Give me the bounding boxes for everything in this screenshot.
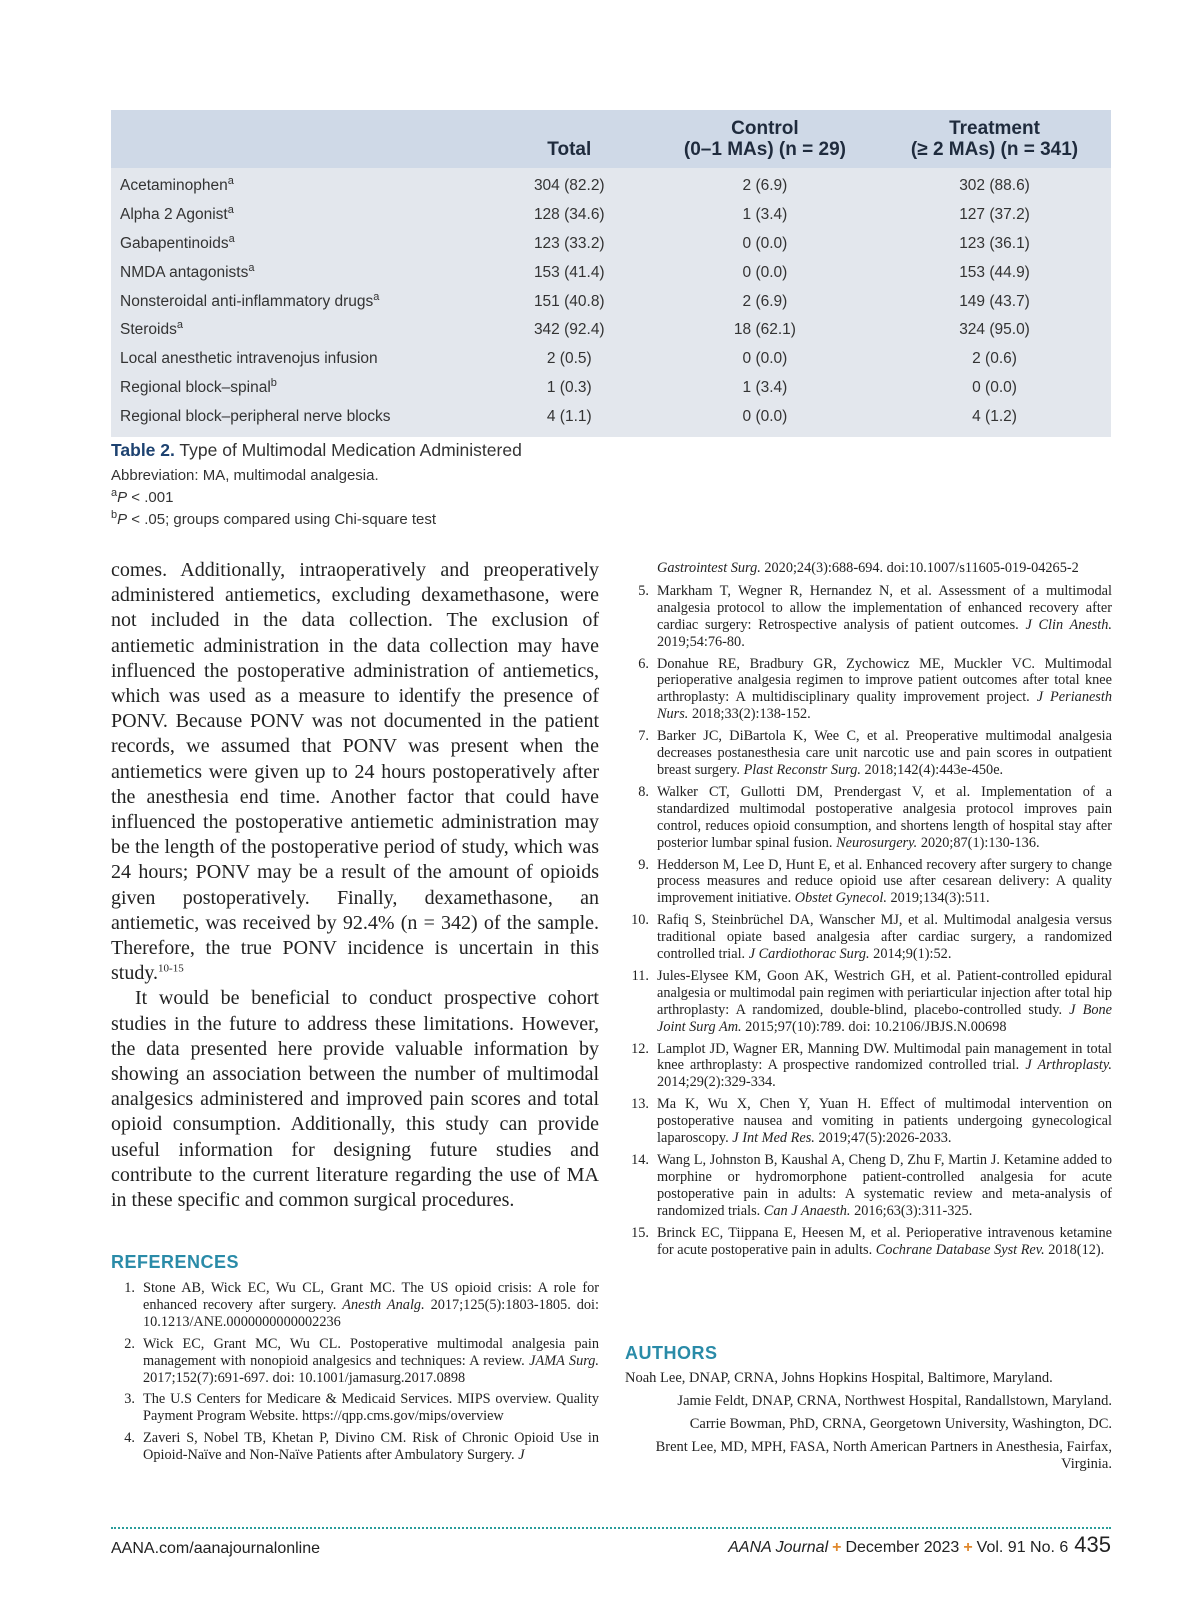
footnote-mark: a [176, 319, 183, 332]
author-entry: Noah Lee, DNAP, CRNA, Johns Hopkins Hospital, Baltimore, Maryland. [625, 1370, 1053, 1386]
cell-treatment: 324 (95.0) [959, 321, 1030, 339]
row-label: Regional block–spinal$^b$ [120, 376, 277, 396]
reference-item: 6. Donahue RE, Bradbury GR, Zychowicz ME, Muckler VC. Multimodal perioperative analgesia regimen to improve patient outcomes after total knee arthroplasty: A multidisciplinary quality improvement project. J Perianesth Nurs. 2018;33(2):138-152. [638, 655, 1112, 723]
reference-item: 3. The U.S Centers for Medicare & Medicaid Services. MIPS overview. Quality Payment Program Website. https://qpp.cms.gov/mips/overview [124, 1391, 599, 1425]
body-paragraph: It would be beneficial to conduct prospective cohort studies in the future to address these limitations. However, the data presented here provide valuable information by showing an association between the number of multimodal analgesics administered and improved pain scores and total opioid consumption. Additionally, this study can provide useful information for designing future studies and contribute to the current literature regarding the use of MA in these specific and common surgical procedures. [111, 987, 599, 1212]
cell-treatment: 153 (44.9) [959, 263, 1030, 281]
row-label: Local anesthetic intravenojus infusion [120, 350, 378, 368]
cell-treatment: 0 (0.0) [972, 378, 1017, 396]
footer-journal: AANA Journal [728, 1539, 829, 1556]
table-row [111, 374, 1111, 403]
row-label: Acetaminophen$^a$ [120, 175, 234, 195]
footnote-mark: a [227, 175, 234, 188]
table-row [111, 168, 1111, 201]
cell-control: 0 (0.0) [742, 263, 788, 281]
reference-item: 13. Ma K, Wu X, Chen Y, Yuan H. Effect of multimodal intervention on postoperative nausea and vomiting in patients undergoing gynecological laparoscopy. J Int Med Res. 2019;47(5):2026-2033. [631, 1096, 1112, 1147]
author-entry: Jamie Feldt, DNAP, CRNA, Northwest Hospital, Randallstown, Maryland. [677, 1393, 1112, 1409]
table-row [111, 258, 1111, 287]
medication-table [111, 110, 1111, 437]
table-2 [111, 110, 1111, 437]
authors-heading: AUTHORS [625, 1343, 718, 1363]
author-entry: Carrie Bowman, PhD, CRNA, Georgetown University, Washington, DC. [689, 1416, 1112, 1432]
page-number: 435 [1074, 1532, 1111, 1557]
header-treatment: Treatment (≥ 2 MAs) (n = 341) [878, 110, 1111, 168]
header-total: Total [487, 110, 652, 168]
cell-total: 1 (0.3) [546, 378, 592, 396]
cell-total: 304 (82.2) [533, 177, 605, 195]
row-label: Nonsteroidal anti-inflammatory drugs$^a$ [120, 290, 380, 310]
cell-treatment: 2 (0.6) [972, 350, 1017, 368]
header-control: Control (0–1 MAs) (n = 29) [652, 110, 878, 168]
plus-icon: + [963, 1539, 973, 1556]
reference-item: 10. Rafiq S, Steinbrüchel DA, Wanscher MJ, et al. Multimodal analgesia versus traditional opiate based analgesia after cardiac surgery, a randomized controlled trial. J Cardiothorac Surg. 2014;9(1):52. [631, 912, 1112, 963]
cell-treatment: 302 (88.6) [959, 177, 1030, 195]
reference-item: 11. Jules-Elysee KM, Goon AK, Westrich GH, et al. Patient-controlled epidural analgesia or multimodal pain regimen with periarticular injection after total hip arthroplasty: A randomized, double-blind, placebo-controlled study. J Bone Joint Surg Am. 2015;97(10):789. doi: 10.2106/JBJS.N.00698 [631, 967, 1113, 1035]
table-header-row [111, 110, 1111, 168]
reference-item: 8. Walker CT, Gullotti DM, Prendergast V, et al. Implementation of a standardized multimodal postoperative analgesia protocol improves pain control, reduces opioid consumption, and shortens length of hospital stay after posterior lumbar spinal fusion. Neurosurgery. 2020;87(1):130-136. [638, 783, 1112, 851]
row-label: Regional block–peripheral nerve blocks [120, 407, 391, 425]
cell-total: 123 (33.2) [533, 234, 605, 252]
cell-control: 0 (0.0) [742, 234, 788, 252]
cell-control: 0 (0.0) [742, 407, 788, 425]
row-label: Steroids$^a$ [120, 319, 183, 339]
reference-continuation: Gastrointest Surg. 2020;24(3):688-694. doi:10.1007/s11605-019-04265-2 [657, 560, 1079, 576]
cell-treatment: 4 (1.2) [972, 407, 1017, 425]
footer-divider [111, 1527, 1111, 1529]
cell-total: 128 (34.6) [533, 206, 605, 224]
cell-treatment: 127 (37.2) [959, 206, 1030, 224]
caption-note-b: $^b$P < .05; groups compared using Chi-square test [111, 509, 437, 528]
references-heading: REFERENCES [111, 1252, 240, 1272]
reference-item: 4. Zaveri S, Nobel TB, Khetan P, Divino CM. Risk of Chronic Opioid Use in Opioid-Naïve and Non-Naïve Patients after Ambulatory Surgery. J [124, 1430, 599, 1464]
table-row [111, 201, 1111, 230]
table-row [111, 230, 1111, 259]
row-label: Alpha 2 Agonist$^a$ [120, 204, 234, 224]
cell-control: 1 (3.4) [742, 206, 788, 224]
cell-control: 0 (0.0) [742, 350, 788, 368]
footer-site-link[interactable]: AANA.com/aanajournalonline [111, 1540, 321, 1557]
reference-item: 2. Wick EC, Grant MC, Wu CL. Postoperative multimodal analgesia pain management with nonopioid analgesics and techniques: A review. JAMA Surg. 2017;152(7):691-697. doi: 10.1001/jamasurg.2017.0898 [124, 1335, 599, 1386]
table-caption [111, 440, 1111, 531]
authors-list [625, 1370, 1112, 1479]
cell-control: 1 (3.4) [742, 378, 788, 396]
reference-item: 15. Brinck EC, Tiippana E, Heesen M, et al. Perioperative intravenous ketamine for acute postoperative pain in adults. Cochrane Database Syst Rev. 2018(12). [631, 1224, 1112, 1258]
cell-total: 151 (40.8) [533, 292, 605, 310]
footnote-mark: a [248, 261, 255, 274]
table-row [111, 345, 1111, 374]
reference-item: 9. Hedderson M, Lee D, Hunt E, et al. Enhanced recovery after surgery to change process measures and reduce opioid use after cesarean delivery: A quality improvement initiative. Obstet Gynecol. 2019;134(3):511. [638, 856, 1112, 907]
table-row [111, 316, 1111, 345]
row-label: Gabapentinoids$^a$ [120, 232, 235, 252]
footnote-mark: a [227, 204, 234, 217]
body-text-column [111, 558, 599, 1213]
cell-total: 2 (0.5) [546, 350, 592, 368]
caption-note-a: $^a$P < .001 [111, 487, 174, 506]
cell-control: 2 (6.9) [742, 292, 788, 310]
footnote-mark: a [373, 290, 380, 303]
caption-abbreviation: Abbreviation: MA, multimodal analgesia. [111, 467, 379, 484]
reference-item: 14. Wang L, Johnston B, Kaushal A, Cheng D, Zhu F, Martin J. Ketamine added to morphine or hydromorphone patient-controlled analgesia for acute postoperative pain in adults: A systematic review and meta-analysis of randomized trials. Can J Anaesth. 2016;63(3):311-325. [631, 1152, 1112, 1219]
reference-item: 5. Markham T, Wegner R, Hernandez N, et al. Assessment of a multimodal analgesia protocol to allow the implementation of enhanced recovery after cardiac surgery: Retrospective analysis of patient outcomes. J Clin Anesth. 2019;54:76-80. [638, 582, 1112, 650]
footnote-mark: a [228, 232, 235, 245]
cell-control: 2 (6.9) [742, 177, 788, 195]
references-list-left [111, 1280, 599, 1469]
body-paragraph: comes. Additionally, intraoperatively and preoperatively administered antiemetics, excluding dexamethasone, were not included in the data collection. The exclusion of antiemetic administration in the data collection may have influenced the postoperative administration of antiemetics, which was used as a measure to identify the presence of PONV. Because PONV was not documented in the patient records, we assumed that PONV was present when the antiemetics were given up to 24 hours postoperatively after the anesthesia end time. Another factor that could have influenced the postoperative antiemetic administration may be the length of the postoperative period of study, which was 24 hours; PONV may be a result of the amount of opioids given postoperatively. Finally, dexamethasone, an antiemetic, was received by 92.4% (n = 342) of the sample. Therefore, the true PONV incidence is uncertain in this study.$^{10-15}$ [111, 559, 599, 985]
row-label: NMDA antagonists$^a$ [120, 261, 255, 281]
footer-volume: Vol. 91 No. 6 [976, 1539, 1069, 1556]
cell-treatment: 123 (36.1) [959, 234, 1030, 252]
plus-icon: + [832, 1539, 842, 1556]
reference-item: 7. Barker JC, DiBartola K, Wee C, et al. Preoperative multimodal analgesia decreases postanesthesia care unit narcotic use and pain scores in outpatient breast surgery. Plast Reconstr Surg. 2018;142(4):443e-450e. [638, 728, 1112, 778]
header-label [111, 110, 487, 168]
table-row [111, 402, 1111, 437]
cell-control: 18 (62.1) [733, 321, 796, 339]
footer-date: December 2023 [845, 1539, 960, 1556]
references-list-right [625, 560, 1112, 1263]
footer-citation [728, 1532, 1111, 1558]
reference-item: 1. Stone AB, Wick EC, Wu CL, Grant MC. The US opioid crisis: A role for enhanced recovery after surgery. Anesth Analg. 2017;125(5):1803-1805. doi: 10.1213/ANE.0000000000002236 [124, 1280, 599, 1330]
cell-total: 4 (1.1) [546, 407, 592, 425]
caption-title: Table 2. Type of Multimodal Medication Administered [111, 440, 522, 460]
cell-treatment: 149 (43.7) [959, 292, 1030, 310]
table-row [111, 287, 1111, 316]
author-entry: Brent Lee, MD, MPH, FASA, North American Partners in Anesthesia, Fairfax, Virginia. [655, 1439, 1112, 1472]
cell-total: 342 (92.4) [533, 321, 605, 339]
cell-total: 153 (41.4) [533, 263, 605, 281]
reference-item: 12. Lamplot JD, Wagner ER, Manning DW. Multimodal pain management in total knee arthroplasty: A prospective randomized controlled trial. J Arthroplasty. 2014;29(2):329-334. [631, 1040, 1112, 1091]
footnote-mark: b [270, 376, 277, 389]
